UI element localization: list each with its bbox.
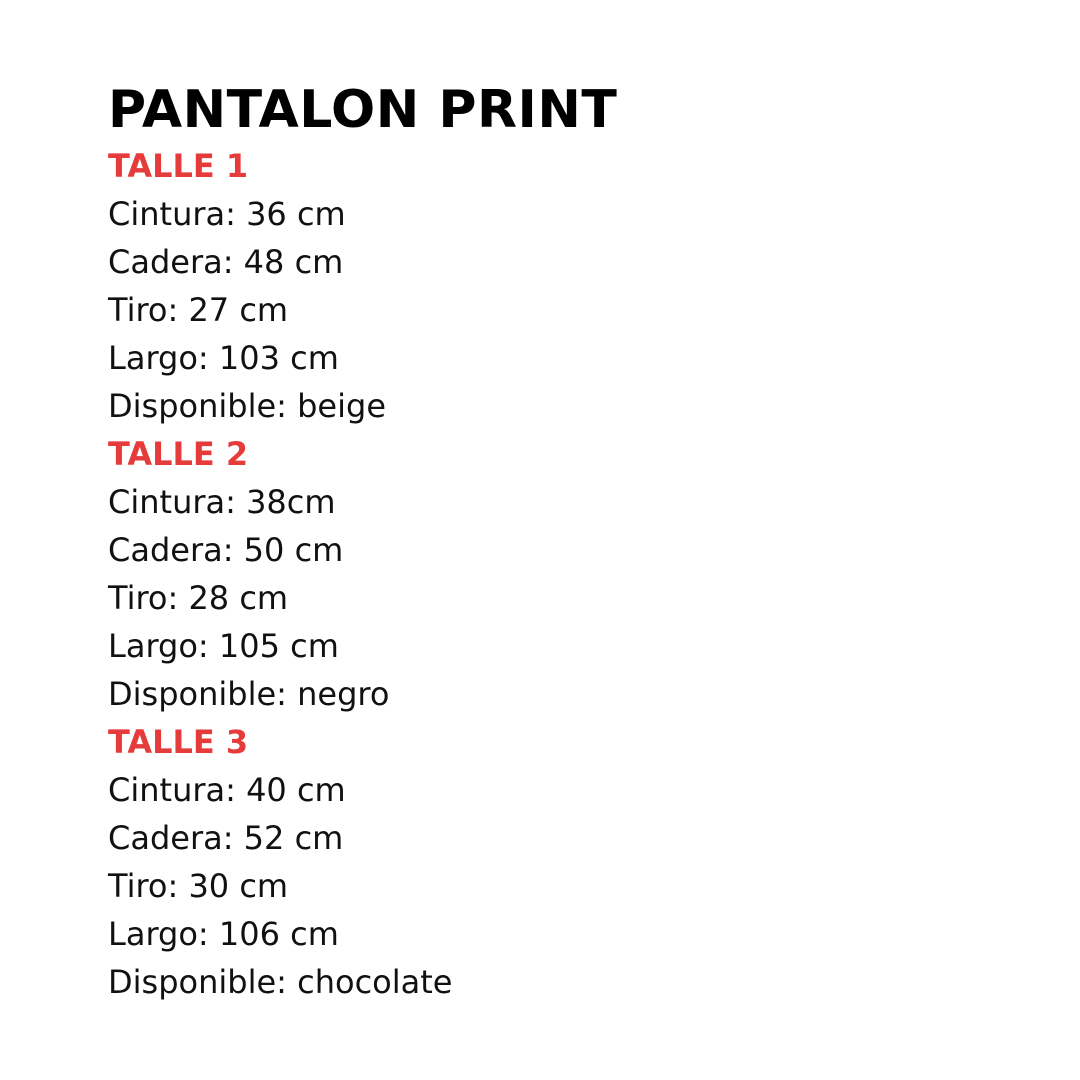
spec-tiro: Tiro: 30 cm xyxy=(108,867,289,905)
spec-cintura: Cintura: 40 cm xyxy=(108,771,346,809)
spec-cadera: Cadera: 48 cm xyxy=(108,243,344,281)
size-block-talle-3 xyxy=(108,718,1008,1006)
spec-cadera: Cadera: 52 cm xyxy=(108,819,344,857)
size-heading: TALLE 2 xyxy=(108,435,249,473)
size-block-talle-2 xyxy=(108,430,1008,718)
spec-cintura: Cintura: 36 cm xyxy=(108,195,346,233)
spec-largo: Largo: 106 cm xyxy=(108,915,339,953)
size-heading: TALLE 1 xyxy=(108,147,249,185)
spec-cintura: Cintura: 38cm xyxy=(108,483,336,521)
spec-list xyxy=(108,190,1008,430)
size-chart-document xyxy=(108,78,1008,1006)
spec-tiro: Tiro: 28 cm xyxy=(108,579,289,617)
size-heading: TALLE 3 xyxy=(108,723,249,761)
size-block-talle-1 xyxy=(108,142,1008,430)
spec-largo: Largo: 105 cm xyxy=(108,627,339,665)
spec-disponible: Disponible: negro xyxy=(108,675,390,713)
spec-tiro: Tiro: 27 cm xyxy=(108,291,289,329)
spec-disponible: Disponible: chocolate xyxy=(108,963,453,1001)
spec-cadera: Cadera: 50 cm xyxy=(108,531,344,569)
spec-disponible: Disponible: beige xyxy=(108,387,386,425)
spec-largo: Largo: 103 cm xyxy=(108,339,339,377)
spec-list xyxy=(108,478,1008,718)
spec-list xyxy=(108,766,1008,1006)
product-title: PANTALON PRINT xyxy=(108,80,618,140)
